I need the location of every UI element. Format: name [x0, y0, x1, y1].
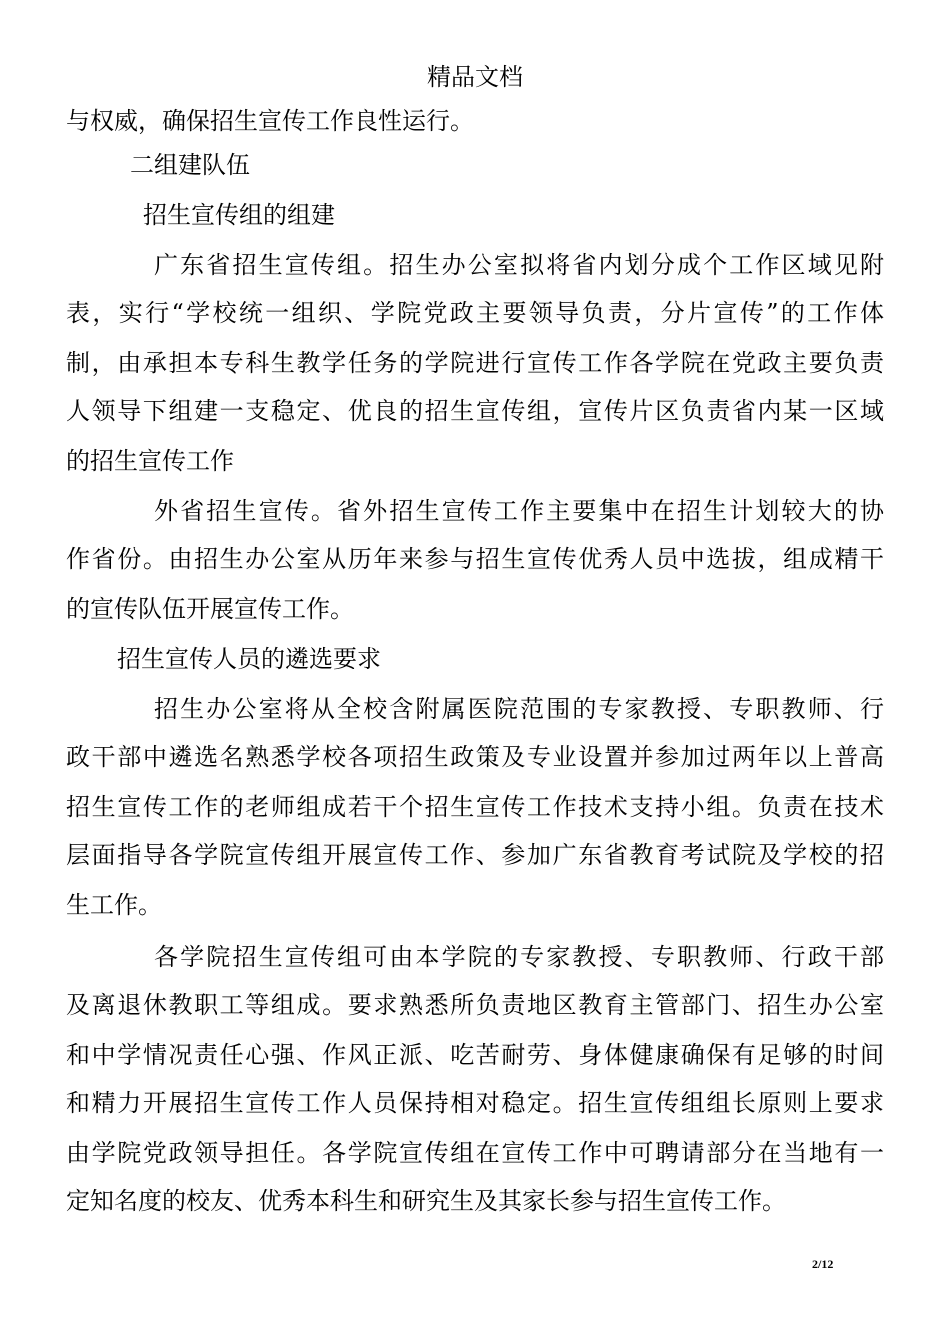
paragraph-line: 政干部中遴选名熟悉学校各项招生政策及专业设置并参加过两年以上普高 — [66, 743, 884, 771]
paragraph-line: 各学院招生宣传组可由本学院的专家教授、专职教师、行政干部 — [154, 943, 884, 971]
paragraph-line: 人领导下组建一支稳定、优良的招生宣传组，宣传片区负责省内某一区域 — [66, 397, 884, 425]
paragraph-line: 的招生宣传工作 — [66, 447, 234, 475]
text-line: 与权威，确保招生宣传工作良性运行。 — [66, 107, 474, 135]
subsection-heading: 招生宣传组的组建 — [143, 201, 335, 229]
paragraph-line: 生工作。 — [66, 891, 162, 919]
paragraph-line: 由学院党政领导担任。各学院宣传组在宣传工作中可聘请部分在当地有一 — [66, 1139, 884, 1167]
paragraph-line: 招生办公室将从全校含附属医院范围的专家教授、专职教师、行 — [154, 695, 884, 723]
paragraph-line: 和精力开展招生宣传工作人员保持相对稳定。招生宣传组组长原则上要求 — [66, 1089, 884, 1117]
paragraph-line: 层面指导各学院宣传组开展宣传工作、参加广东省教育考试院及学校的招 — [66, 841, 884, 869]
page-header: 精品文档 — [427, 63, 523, 91]
paragraph-line: 定知名度的校友、优秀本科生和研究生及其家长参与招生宣传工作。 — [66, 1187, 786, 1215]
paragraph-line: 和中学情况责任心强、作风正派、吃苦耐劳、身体健康确保有足够的时间 — [66, 1041, 884, 1069]
paragraph-line: 制，由承担本专科生教学任务的学院进行宣传工作各学院在党政主要负责 — [66, 349, 884, 377]
paragraph-line: 表，实行“学校统一组织、学院党政主要领导负责，分片宣传”的工作体 — [66, 299, 884, 327]
paragraph-line: 作省份。由招生办公室从历年来参与招生宣传优秀人员中选拔，组成精干 — [66, 545, 884, 573]
paragraph-line: 招生宣传工作的老师组成若干个招生宣传工作技术支持小组。负责在技术 — [66, 793, 884, 821]
paragraph-line: 及离退休教职工等组成。要求熟悉所负责地区教育主管部门、招生办公室 — [66, 991, 884, 1019]
paragraph-line: 广东省招生宣传组。招生办公室拟将省内划分成个工作区域见附 — [154, 251, 884, 279]
section-heading: 二组建队伍 — [130, 151, 250, 179]
paragraph-line: 外省招生宣传。省外招生宣传工作主要集中在招生计划较大的协 — [154, 497, 884, 525]
subsection-heading: 招生宣传人员的遴选要求 — [117, 645, 381, 673]
paragraph-line: 的宣传队伍开展宣传工作。 — [66, 595, 354, 623]
page-number: 2/12 — [812, 1257, 834, 1271]
